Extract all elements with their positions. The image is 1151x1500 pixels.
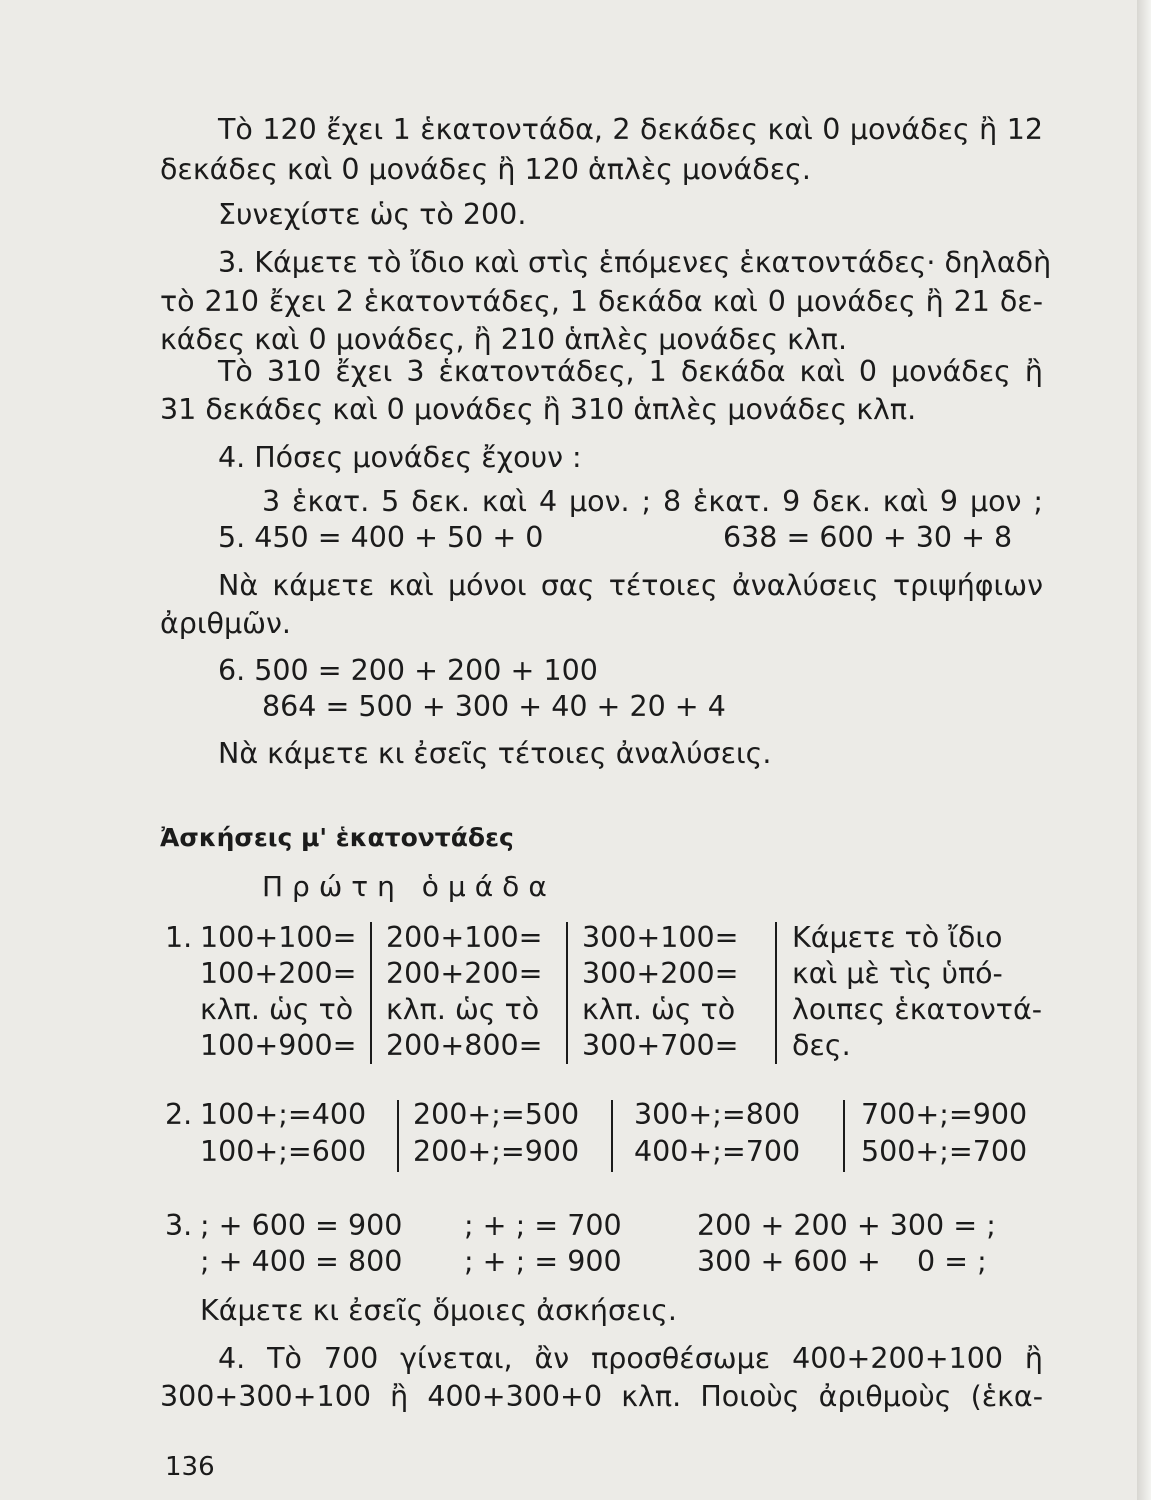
text-line: Κάμετε κι ἐσεῖς ὅμοιες ἀσκήσεις.	[200, 1294, 677, 1327]
cell: κλπ. ὡς τὸ	[200, 993, 354, 1026]
text-line: 4. Τὸ 700 γίνεται, ἂν προσθέσωμε 400+200+100 ἢ	[218, 1342, 1043, 1375]
cell: 200+;=500	[413, 1098, 580, 1131]
cell: 700+;=900	[861, 1098, 1028, 1131]
equation: 638 = 600 + 30 + 8	[723, 521, 1013, 554]
cell: 400+;=700	[634, 1135, 801, 1168]
text-line: ἀριθμῶν.	[160, 607, 291, 640]
cell: 500+;=700	[861, 1135, 1028, 1168]
section-heading: Ἀσκήσεις μ' ἑκατοντάδες	[160, 823, 514, 852]
text-line: Τὸ 120 ἔχει 1 ἑκατοντάδα, 2 δεκάδες καὶ 0 μονάδες ἢ 12	[218, 113, 1043, 146]
cell: 200+200=	[386, 957, 543, 990]
cell: 100+;=400	[200, 1098, 367, 1131]
column-divider	[843, 1100, 845, 1172]
equation: 864 = 500 + 300 + 40 + 20 + 4	[262, 690, 726, 723]
column-divider	[611, 1100, 613, 1172]
column-divider	[566, 922, 568, 1064]
exercise-number: 3.	[165, 1209, 193, 1242]
cell: 200+;=900	[413, 1135, 580, 1168]
equation: 6. 500 = 200 + 200 + 100	[218, 654, 598, 687]
cell: ; + ; = 900	[464, 1245, 622, 1278]
cell: λοιπες ἑκατοντά-	[792, 993, 1043, 1026]
exercise-number: 2.	[165, 1098, 193, 1131]
cell: 300+700=	[582, 1029, 739, 1062]
cell: 100+200=	[200, 957, 357, 990]
cell: 300 + 600 + 0 = ;	[697, 1245, 987, 1278]
cell: 100+;=600	[200, 1135, 367, 1168]
cell: καὶ μὲ τὶς ὑπό-	[792, 957, 1003, 990]
cell: 100+900=	[200, 1029, 357, 1062]
cell: 300+;=800	[634, 1098, 801, 1131]
text-line: τὸ 210 ἔχει 2 ἑκατοντάδες, 1 δεκάδα καὶ 0 μονάδες ἢ 21 δε-	[160, 285, 1043, 318]
page-edge	[1137, 0, 1151, 1500]
section-subheading: Πρώτη ὁμάδα	[262, 870, 556, 903]
text-line: 3 ἑκατ. 5 δεκ. καὶ 4 μον. ; 8 ἑκατ. 9 δεκ. καὶ 9 μον ;	[262, 485, 1043, 518]
equation: 5. 450 = 400 + 50 + 0	[218, 521, 544, 554]
column-divider	[370, 922, 372, 1064]
cell: Κάμετε τὸ ἴδιο	[792, 921, 1003, 954]
text-line: δεκάδες καὶ 0 μονάδες ἢ 120 ἁπλὲς μονάδες.	[160, 153, 811, 186]
cell: κλπ. ὡς τὸ	[386, 993, 540, 1026]
column-divider	[775, 922, 777, 1064]
text-line: 4. Πόσες μονάδες ἔχουν :	[218, 441, 582, 474]
cell: 300+100=	[582, 921, 739, 954]
cell: δες.	[792, 1029, 851, 1062]
cell: 300+200=	[582, 957, 739, 990]
column-divider	[397, 1100, 399, 1172]
text-line: Νὰ κάμετε κι ἐσεῖς τέτοιες ἀναλύσεις.	[218, 737, 772, 770]
cell: ; + 400 = 800	[200, 1245, 403, 1278]
cell: κλπ. ὡς τὸ	[582, 993, 736, 1026]
page-number: 136	[165, 1452, 215, 1482]
text-line: Τὸ 310 ἔχει 3 ἑκατοντάδες, 1 δεκάδα καὶ 0 μονάδες ἢ	[218, 355, 1043, 388]
text-line: Συνεχίστε ὡς τὸ 200.	[218, 198, 527, 231]
exercise-number: 1.	[165, 921, 193, 954]
text-line: 3. Κάμετε τὸ ἴδιο καὶ στὶς ἑπόμενες ἑκατοντάδες· δηλαδὴ	[218, 246, 1052, 279]
text-line: 300+300+100 ἢ 400+300+0 κλπ. Ποιοὺς ἀριθμοὺς (ἑκα-	[160, 1380, 1043, 1413]
cell: ; + ; = 700	[464, 1209, 622, 1242]
text-line: κάδες καὶ 0 μονάδες, ἢ 210 ἁπλὲς μονάδες κλπ.	[160, 323, 848, 356]
text-line: 31 δεκάδες καὶ 0 μονάδες ἢ 310 ἁπλὲς μονάδες κλπ.	[160, 393, 917, 426]
cell: ; + 600 = 900	[200, 1209, 403, 1242]
cell: 200+100=	[386, 921, 543, 954]
cell: 100+100=	[200, 921, 357, 954]
cell: 200 + 200 + 300 = ;	[697, 1209, 996, 1242]
text-line: Νὰ κάμετε καὶ μόνοι σας τέτοιες ἀναλύσεις τριψήφιων	[218, 569, 1043, 602]
cell: 200+800=	[386, 1029, 543, 1062]
